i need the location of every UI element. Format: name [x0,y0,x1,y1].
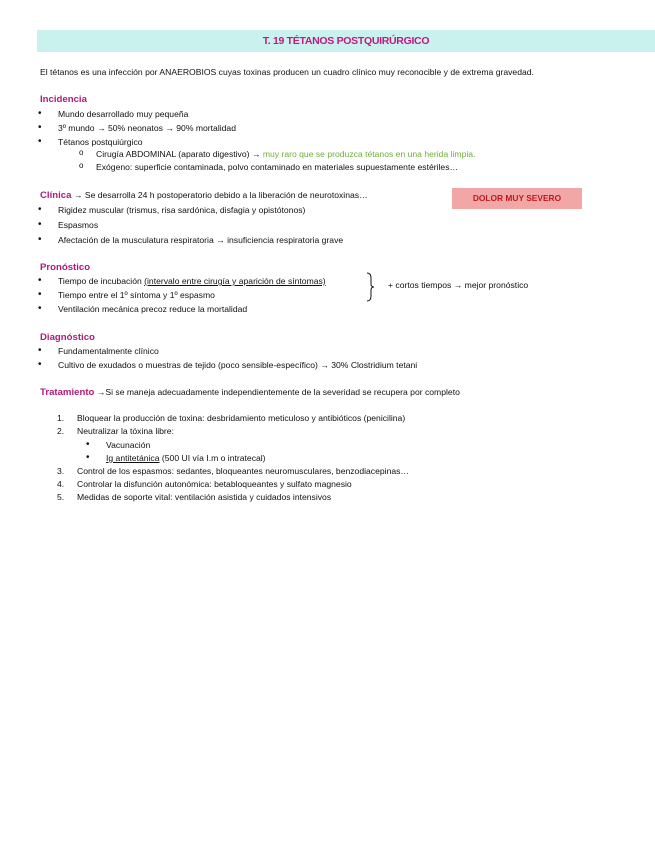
page-title: T. 19 TÉTANOS POSTQUIRÚRGICO [37,30,655,52]
brace-icon [366,272,374,302]
section-heading-diagnostico: Diagnóstico [40,332,95,343]
section-heading-tratamiento: Tratamiento →Si se maneja adecuadamente independientemente de la severidad se recupera por completo [40,387,460,398]
severity-badge: DOLOR MUY SEVERO [452,188,582,209]
section-heading-incidencia: Incidencia [40,94,87,105]
section-heading-clinica: Clínica → Se desarrolla 24 h postoperatorio debido a la liberación de neurotoxinas… [40,190,368,201]
section-heading-pronostico: Pronóstico [40,262,91,273]
highlight-text: muy raro que se produzca tétanos en una herida limpia. [262,149,476,159]
intro-paragraph: El tétanos es una infección por ANAEROBIOS cuyas toxinas producen un cuadro clínico muy reconocible y de extrema gravedad. [40,67,534,77]
brace-note: + cortos tiempos → mejor pronóstico [388,280,529,290]
